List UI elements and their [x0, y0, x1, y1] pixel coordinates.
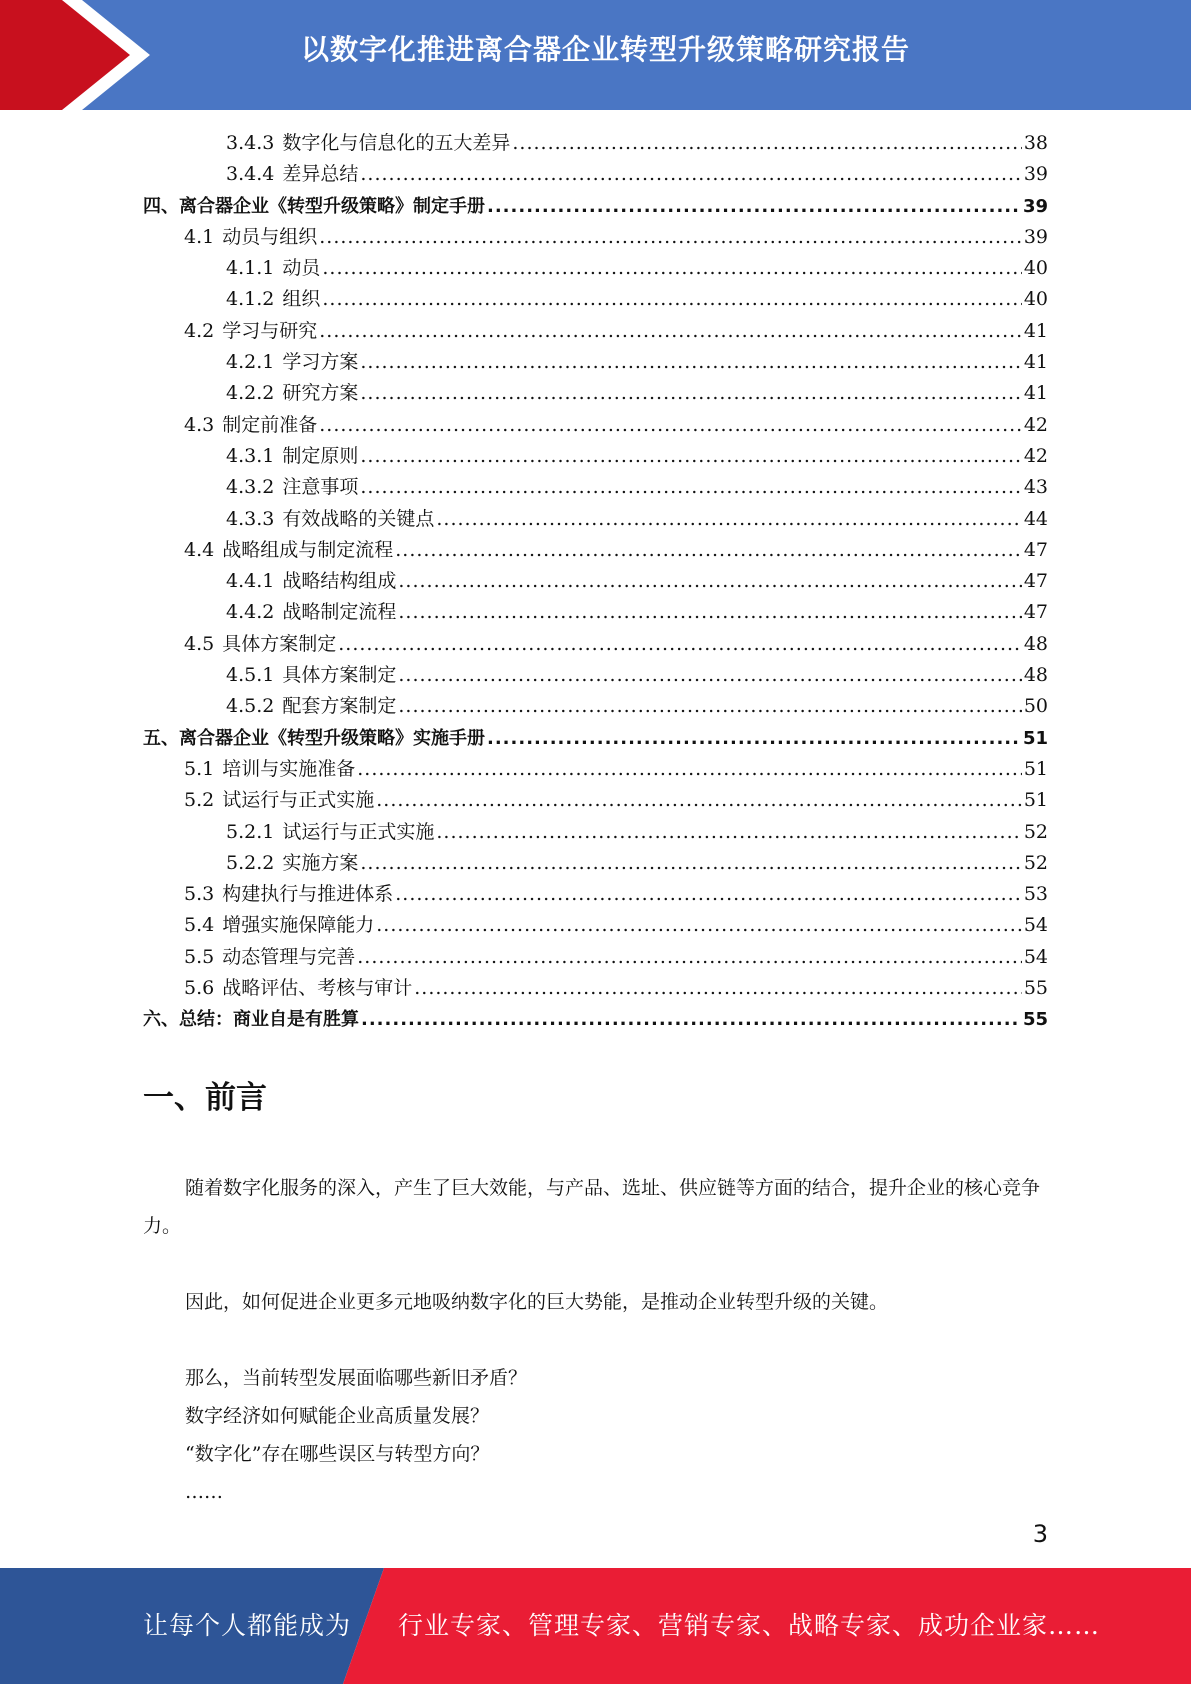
toc-entry-number: 4.5 [184, 632, 215, 655]
toc-entry-number: 4.5.2 [226, 695, 275, 718]
toc-entry[interactable] [143, 785, 1048, 816]
toc-leader-dots [398, 597, 1021, 628]
toc-entry[interactable] [143, 378, 1048, 409]
toc-entry-page: 40 [1023, 288, 1048, 311]
toc-leader-dots [360, 472, 1021, 503]
toc-entry-number: 4.4.1 [226, 570, 275, 593]
toc-leader-dots [376, 910, 1022, 941]
toc-leader-dots [414, 973, 1022, 1004]
toc-entry-title: 有效战略的关键点 [282, 507, 435, 530]
toc-entry-title: 具体方案制定 [282, 664, 397, 687]
toc-entry-number: 5.2 [184, 789, 215, 812]
toc-entry-number: 5.3 [184, 883, 215, 906]
toc-entry-page: 43 [1023, 476, 1048, 499]
toc-entry-number: 5.4 [184, 914, 215, 937]
toc-entry-number: 5.6 [184, 977, 215, 1000]
toc-leader-dots [487, 191, 1021, 222]
question-line: “数字化”存在哪些误区与转型方向？ [185, 1443, 490, 1465]
toc-entry-number: 4.3.1 [226, 444, 275, 467]
toc-entry-number: 4.2 [184, 319, 215, 342]
toc-entry-number: 4.2.1 [226, 351, 275, 374]
toc-leader-dots [436, 817, 1021, 848]
toc-entry[interactable] [143, 535, 1048, 566]
toc-entry[interactable] [143, 128, 1048, 159]
toc-entry-page: 42 [1023, 413, 1048, 436]
toc-leader-dots [395, 879, 1022, 910]
toc-entry-page: 47 [1023, 570, 1048, 593]
toc-entry-number: 4.3.2 [226, 476, 275, 499]
toc-entry-page: 53 [1023, 883, 1048, 906]
toc-entry-page: 54 [1023, 914, 1048, 937]
toc-entry-title: 具体方案制定 [222, 632, 337, 655]
toc-entry-title: 动员 [282, 257, 321, 280]
toc-entry-number: 4.1.1 [226, 257, 275, 280]
toc-entry[interactable] [143, 942, 1048, 973]
toc-entry-title: 构建执行与推进体系 [222, 883, 394, 906]
toc-entry[interactable] [143, 629, 1048, 660]
toc-entry-page: 39 [1023, 163, 1048, 186]
toc-leader-dots [322, 284, 1021, 315]
toc-entry[interactable] [143, 973, 1048, 1004]
toc-entry-title: 学习与研究 [222, 319, 318, 342]
toc-entry[interactable] [143, 347, 1048, 378]
toc-entry[interactable] [143, 754, 1048, 785]
toc-entry-number: 5.2.2 [226, 851, 275, 874]
toc-entry-number: 5.1 [184, 757, 215, 780]
table-of-contents [143, 128, 1048, 1036]
toc-entry-page: 42 [1023, 444, 1048, 467]
toc-entry-title: 四、离合器企业《转型升级策略》制定手册 [143, 195, 485, 217]
toc-leader-dots [398, 566, 1021, 597]
page-header [0, 0, 1191, 110]
toc-leader-dots [360, 441, 1021, 472]
toc-entry-page: 50 [1023, 695, 1048, 718]
toc-entry-title: 组织 [282, 288, 321, 311]
toc-entry-page: 51 [1022, 727, 1048, 749]
toc-entry-page: 38 [1023, 132, 1048, 154]
toc-entry-number: 4.4 [184, 538, 215, 561]
toc-entry-title: 研究方案 [282, 382, 359, 405]
toc-leader-dots [487, 723, 1021, 754]
toc-leader-dots [398, 660, 1021, 691]
page-footer [0, 1568, 1191, 1684]
toc-entry-page: 39 [1022, 195, 1048, 217]
toc-entry[interactable] [143, 222, 1048, 253]
toc-entry[interactable] [143, 691, 1048, 722]
toc-entry[interactable] [143, 566, 1048, 597]
header-title: 以数字化推进离合器企业转型升级策略研究报告 [300, 33, 910, 66]
toc-entry-title: 实施方案 [282, 851, 359, 874]
toc-entry-number: 4.3 [184, 413, 215, 436]
toc-entry[interactable] [143, 597, 1048, 628]
toc-entry-title: 学习方案 [282, 351, 359, 374]
toc-entry-page: 41 [1023, 382, 1048, 405]
toc-leader-dots [360, 347, 1021, 378]
toc-entry-number: 4.2.2 [226, 382, 275, 405]
question-line: 那么，当前转型发展面临哪些新旧矛盾？ [185, 1367, 528, 1389]
toc-entry-number: 4.1 [184, 225, 215, 248]
toc-entry-page: 41 [1023, 351, 1048, 374]
toc-entry-page: 52 [1023, 820, 1048, 843]
toc-entry-number: 4.4.2 [226, 601, 275, 624]
toc-entry-title: 六、总结：商业自是有胜算 [143, 1009, 359, 1031]
question-line: 数字经济如何赋能企业高质量发展？ [185, 1405, 490, 1427]
footer-slogan-left: 让每个人都能成为 [143, 1611, 352, 1640]
toc-leader-dots [360, 159, 1021, 190]
toc-entry[interactable] [143, 879, 1048, 910]
toc-entry-page: 55 [1023, 977, 1048, 1000]
toc-entry[interactable] [143, 910, 1048, 941]
toc-entry-title: 五、离合器企业《转型升级策略》实施手册 [143, 727, 485, 749]
toc-entry[interactable] [143, 817, 1048, 848]
toc-leader-dots [395, 535, 1022, 566]
toc-entry-title: 注意事项 [282, 476, 359, 499]
toc-entry-number: 4.3.3 [226, 507, 275, 530]
toc-entry-page: 52 [1023, 851, 1048, 874]
paragraph-therefore: 因此，如何促进企业更多元地吸纳数字化的巨大势能，是推动企业转型升级的关键。 [185, 1291, 889, 1313]
toc-entry-page: 41 [1023, 319, 1048, 342]
toc-entry-title: 数字化与信息化的五大差异 [282, 132, 511, 154]
toc-entry[interactable] [143, 1004, 1048, 1035]
toc-leader-dots [319, 316, 1022, 347]
toc-entry-title: 动员与组织 [222, 225, 318, 248]
toc-leader-dots [512, 128, 1021, 159]
section-heading: 一、前言 [143, 1080, 267, 1116]
toc-entry-title: 差异总结 [282, 163, 359, 186]
toc-entry[interactable] [143, 848, 1048, 879]
toc-entry-title: 培训与实施准备 [222, 757, 356, 780]
toc-entry-title: 动态管理与完善 [222, 945, 356, 968]
toc-entry-title: 配套方案制定 [282, 695, 397, 718]
toc-entry-page: 54 [1023, 945, 1048, 968]
toc-entry-title: 制定前准备 [222, 413, 318, 436]
toc-entry-page: 48 [1023, 632, 1048, 655]
toc-leader-dots [319, 410, 1022, 441]
toc-entry-number: 3.4.4 [226, 163, 275, 186]
toc-leader-dots [357, 754, 1022, 785]
toc-leader-dots [361, 1004, 1021, 1035]
toc-leader-dots [322, 253, 1021, 284]
toc-entry[interactable] [143, 253, 1048, 284]
toc-entry[interactable] [143, 472, 1048, 503]
toc-entry[interactable] [143, 159, 1048, 190]
toc-entry-number: 4.5.1 [226, 664, 275, 687]
toc-entry[interactable] [143, 316, 1048, 347]
toc-leader-dots [338, 629, 1022, 660]
toc-entry[interactable] [143, 284, 1048, 315]
toc-entry-number: 5.2.1 [226, 820, 275, 843]
toc-leader-dots [319, 222, 1022, 253]
toc-entry[interactable] [143, 504, 1048, 535]
toc-entry-number: 4.1.2 [226, 288, 275, 311]
toc-entry-page: 40 [1023, 257, 1048, 280]
toc-entry-page: 48 [1023, 664, 1048, 687]
toc-entry-title: 试运行与正式实施 [282, 820, 435, 843]
toc-leader-dots [360, 848, 1021, 879]
toc-entry-page: 44 [1023, 507, 1048, 530]
toc-entry-number: 5.5 [184, 945, 215, 968]
toc-leader-dots [436, 504, 1021, 535]
toc-entry-page: 47 [1023, 538, 1048, 561]
toc-entry[interactable] [143, 660, 1048, 691]
toc-entry-title: 试运行与正式实施 [222, 789, 375, 812]
toc-entry[interactable] [143, 191, 1048, 222]
toc-entry-page: 47 [1023, 601, 1048, 624]
toc-entry-title: 战略组成与制定流程 [222, 538, 394, 561]
toc-entry-title: 制定原则 [282, 444, 359, 467]
toc-entry-page: 55 [1022, 1009, 1048, 1031]
toc-leader-dots [357, 942, 1022, 973]
paragraph-intro: 随着数字化服务的深入，产生了巨大效能，与产品、选址、供应链等方面的结合，提升企业的核心竞争力。 [143, 1177, 1041, 1237]
page-number: 3 [1032, 1520, 1048, 1548]
toc-entry-title: 战略制定流程 [282, 601, 397, 624]
toc-entry[interactable] [143, 410, 1048, 441]
toc-leader-dots [376, 785, 1022, 816]
toc-entry-page: 51 [1023, 789, 1048, 812]
toc-entry[interactable] [143, 441, 1048, 472]
toc-leader-dots [398, 691, 1021, 722]
toc-entry[interactable] [143, 723, 1048, 754]
toc-entry-title: 增强实施保障能力 [222, 914, 375, 937]
toc-entry-page: 39 [1023, 225, 1048, 248]
toc-leader-dots [360, 378, 1021, 409]
toc-entry-title: 战略结构组成 [282, 570, 397, 593]
toc-entry-page: 51 [1023, 757, 1048, 780]
toc-entry-title: 战略评估、考核与审计 [222, 977, 413, 1000]
ellipsis-line: …… [185, 1481, 223, 1503]
footer-slogan-right: 行业专家、管理专家、营销专家、战略专家、成功企业家…… [398, 1611, 1101, 1640]
toc-entry-number: 3.4.3 [226, 132, 275, 154]
